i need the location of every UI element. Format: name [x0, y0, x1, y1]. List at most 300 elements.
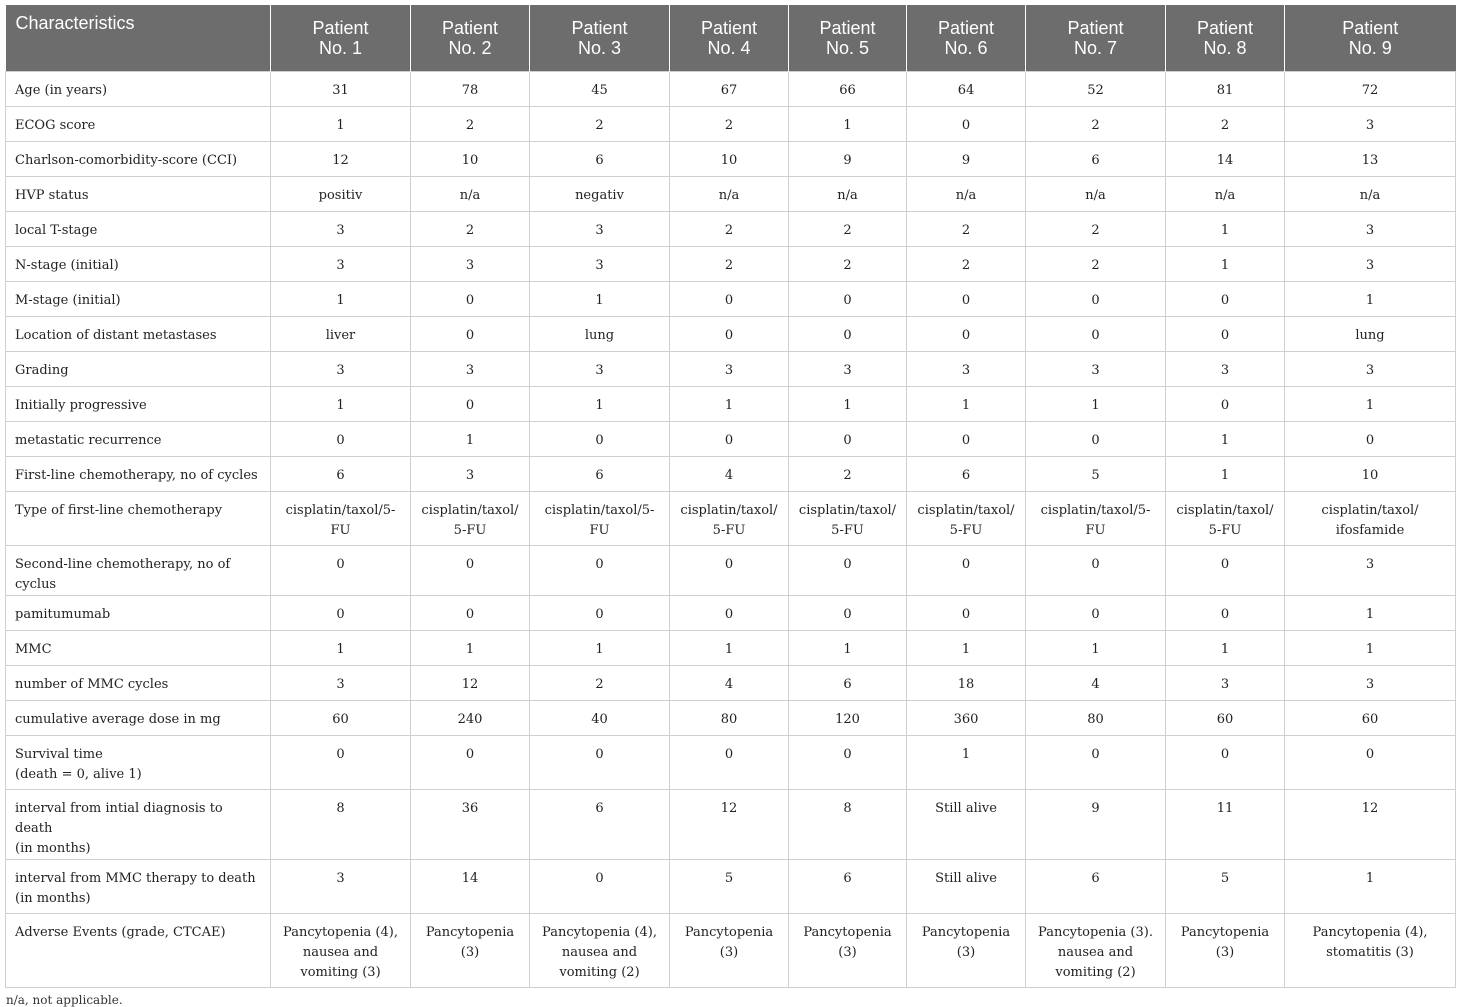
table-cell-patient-6 — [907, 212, 1026, 247]
table-cell-patient-9 — [1285, 422, 1456, 457]
table-cell-patient-8 — [1166, 914, 1285, 988]
row-label-line: (death = 0, alive 1) — [15, 767, 142, 782]
table-cell-patient-3 — [530, 736, 670, 790]
table-cell-patient-5 — [789, 631, 907, 666]
table-cell-patient-2 — [411, 631, 530, 666]
table-cell-patient-8 — [1166, 492, 1285, 546]
cell-line: 5-FU — [831, 523, 864, 538]
cell-line: lung — [584, 328, 615, 343]
cell-line: 1 — [843, 398, 852, 413]
cell-line: n/a — [718, 188, 740, 203]
table-cell-patient-5 — [789, 352, 907, 387]
table-cell-patient-2 — [411, 107, 530, 142]
header-patient-line: No. 1 — [318, 38, 363, 58]
cell-line: 3 — [595, 223, 604, 238]
cell-line: 0 — [961, 118, 971, 133]
cell-line: 1 — [465, 642, 475, 657]
header-patient-5 — [789, 5, 907, 72]
table-cell-patient-5 — [789, 72, 907, 107]
row-label — [6, 422, 271, 457]
cell-line: 1 — [961, 642, 971, 657]
cell-line: 1 — [1091, 642, 1100, 657]
cell-line: Pancytopenia (4), — [542, 925, 657, 940]
cell-line: 2 — [1091, 118, 1100, 133]
table-cell-patient-2 — [411, 546, 530, 596]
row-label-line: interval from intial diagnosis to death — [15, 801, 223, 836]
row-label — [6, 177, 271, 212]
header-patient-line: Patient — [441, 18, 499, 38]
cell-line: 18 — [957, 677, 975, 692]
table-cell-patient-7 — [1026, 666, 1166, 701]
cell-line: Pancytopenia — [684, 925, 774, 940]
cell-line: nausea and — [1057, 945, 1134, 960]
cell-line: Still alive — [935, 871, 997, 886]
table-row — [6, 212, 1456, 247]
row-label-line: Initially progressive — [15, 398, 147, 413]
table-cell-patient-1 — [271, 492, 411, 546]
table-cell-patient-7 — [1026, 212, 1166, 247]
cell-line: 3 — [1365, 258, 1375, 273]
cell-line: 6 — [961, 468, 971, 483]
row-label-line: Age (in years) — [15, 83, 108, 98]
cell-line: 45 — [591, 83, 608, 98]
table-row — [6, 107, 1456, 142]
table-cell-patient-7 — [1026, 387, 1166, 422]
table-cell-patient-3 — [530, 107, 670, 142]
cell-line: n/a — [837, 188, 858, 203]
table-cell-patient-9 — [1285, 546, 1456, 596]
row-label-line: First-line chemotherapy, no of cycles — [15, 468, 258, 483]
header-patient-7 — [1026, 5, 1166, 72]
cell-line: (3) — [460, 945, 480, 960]
cell-line: 1 — [1365, 293, 1375, 308]
cell-line: 0 — [843, 293, 852, 308]
table-cell-patient-5 — [789, 492, 907, 546]
row-label — [6, 387, 271, 422]
cell-line: Still alive — [935, 801, 997, 816]
cell-line: 0 — [843, 433, 852, 448]
table-cell-patient-1 — [271, 596, 411, 631]
table-cell-patient-8 — [1166, 666, 1285, 701]
cell-line: vomiting (2) — [1055, 965, 1136, 980]
table-cell-patient-5 — [789, 666, 907, 701]
cell-line: 9 — [961, 153, 971, 168]
table-cell-patient-5 — [789, 282, 907, 317]
table-cell-patient-9 — [1285, 860, 1456, 914]
table-cell-patient-3 — [530, 492, 670, 546]
header-patient-line: No. 5 — [825, 38, 870, 58]
table-cell-patient-6 — [907, 387, 1026, 422]
table-cell-patient-2 — [411, 317, 530, 352]
row-label-line: Adverse Events (grade, CTCAE) — [15, 925, 226, 940]
cell-line: 3 — [961, 363, 971, 378]
table-cell-patient-6 — [907, 177, 1026, 212]
table-cell-patient-1 — [271, 387, 411, 422]
table-cell-patient-7 — [1026, 736, 1166, 790]
table-cell-patient-2 — [411, 177, 530, 212]
cell-line: 0 — [1220, 293, 1230, 308]
row-label — [6, 212, 271, 247]
table-cell-patient-7 — [1026, 790, 1166, 860]
cell-line: 0 — [724, 328, 734, 343]
cell-line: 5-FU — [712, 523, 746, 538]
cell-line: 3 — [1365, 363, 1375, 378]
table-cell-patient-1 — [271, 546, 411, 596]
table-cell-patient-4 — [670, 457, 789, 492]
table-cell-patient-7 — [1026, 352, 1166, 387]
table-cell-patient-2 — [411, 247, 530, 282]
table-row — [6, 282, 1456, 317]
table-cell-patient-2 — [411, 387, 530, 422]
table-cell-patient-4 — [670, 596, 789, 631]
table-cell-patient-8 — [1166, 72, 1285, 107]
cell-line: 0 — [595, 871, 604, 886]
header-patient-1 — [271, 5, 411, 72]
table-cell-patient-1 — [271, 457, 411, 492]
row-label-line: Type of first-line chemotherapy — [15, 503, 223, 518]
cell-line: 0 — [465, 293, 475, 308]
cell-line: 3 — [336, 258, 345, 273]
table-row — [6, 701, 1456, 736]
header-row — [6, 5, 1456, 72]
table-cell-patient-8 — [1166, 107, 1285, 142]
cell-line: 0 — [724, 293, 734, 308]
table-cell-patient-9 — [1285, 492, 1456, 546]
cell-line: 0 — [843, 607, 852, 622]
table-cell-patient-9 — [1285, 352, 1456, 387]
table-cell-patient-5 — [789, 142, 907, 177]
cell-line: 2 — [595, 118, 604, 133]
cell-line: cisplatin/taxol/5-FU — [544, 503, 655, 538]
cell-line: 360 — [953, 712, 979, 727]
cell-line: 0 — [595, 747, 604, 762]
cell-line: 1 — [724, 642, 734, 657]
cell-line: 12 — [1361, 801, 1379, 816]
cell-line: 0 — [961, 433, 971, 448]
cell-line: 1 — [843, 642, 852, 657]
table-cell-patient-7 — [1026, 107, 1166, 142]
cell-line: 5 — [724, 871, 734, 886]
row-label — [6, 457, 271, 492]
table-cell-patient-5 — [789, 387, 907, 422]
cell-line: 0 — [961, 607, 971, 622]
cell-line: 6 — [336, 468, 345, 483]
header-patient-4 — [670, 5, 789, 72]
row-label-line: MMC — [15, 642, 52, 657]
cell-line: 0 — [1091, 433, 1100, 448]
table-cell-patient-7 — [1026, 546, 1166, 596]
table-cell-patient-3 — [530, 212, 670, 247]
table-cell-patient-4 — [670, 546, 789, 596]
row-label-line: Survival time — [15, 747, 103, 762]
table-cell-patient-8 — [1166, 596, 1285, 631]
table-cell-patient-3 — [530, 546, 670, 596]
table-cell-patient-3 — [530, 177, 670, 212]
cell-line: cisplatin/taxol/ — [1321, 503, 1419, 518]
table-cell-patient-9 — [1285, 282, 1456, 317]
cell-line: 1 — [1220, 468, 1230, 483]
table-cell-patient-9 — [1285, 666, 1456, 701]
cell-line: 1 — [961, 747, 971, 762]
table-cell-patient-6 — [907, 422, 1026, 457]
table-cell-patient-2 — [411, 701, 530, 736]
table-cell-patient-1 — [271, 790, 411, 860]
cell-line: 8 — [843, 801, 852, 816]
cell-line: 0 — [465, 328, 475, 343]
table-cell-patient-7 — [1026, 860, 1166, 914]
table-cell-patient-9 — [1285, 317, 1456, 352]
cell-line: lung — [1355, 328, 1385, 343]
cell-line: cisplatin/taxol/5-FU — [1040, 503, 1151, 538]
row-label-line: interval from MMC therapy to death — [15, 871, 256, 886]
cell-line: 0 — [1365, 433, 1375, 448]
cell-line: 1 — [843, 118, 852, 133]
table-cell-patient-7 — [1026, 282, 1166, 317]
cell-line: 0 — [1091, 557, 1100, 572]
cell-line: 80 — [1087, 712, 1104, 727]
table-cell-patient-6 — [907, 736, 1026, 790]
cell-line: 3 — [336, 223, 345, 238]
table-cell-patient-4 — [670, 72, 789, 107]
table-cell-patient-9 — [1285, 142, 1456, 177]
cell-line: 1 — [595, 293, 604, 308]
cell-line: 2 — [843, 468, 852, 483]
row-label — [6, 352, 271, 387]
cell-line: 240 — [457, 712, 483, 727]
cell-line: 0 — [336, 747, 345, 762]
cell-line: 3 — [336, 871, 345, 886]
cell-line: 72 — [1361, 83, 1379, 98]
table-cell-patient-2 — [411, 790, 530, 860]
header-patient-line: Patient — [1067, 18, 1124, 38]
cell-line: n/a — [1085, 188, 1106, 203]
cell-line: n/a — [1359, 188, 1381, 203]
row-label — [6, 142, 271, 177]
row-label-line: Grading — [15, 363, 69, 378]
cell-line: 12 — [332, 153, 349, 168]
table-row — [6, 914, 1456, 988]
cell-line: 60 — [332, 712, 349, 727]
cell-line: 2 — [843, 223, 852, 238]
table-cell-patient-5 — [789, 860, 907, 914]
cell-line: 6 — [595, 153, 604, 168]
cell-line: 1 — [1365, 398, 1375, 413]
cell-line: 120 — [835, 712, 860, 727]
cell-line: 1 — [1220, 223, 1230, 238]
row-label — [6, 72, 271, 107]
table-cell-patient-8 — [1166, 701, 1285, 736]
cell-line: 0 — [1091, 328, 1100, 343]
table-cell-patient-6 — [907, 457, 1026, 492]
table-cell-patient-6 — [907, 352, 1026, 387]
table-cell-patient-9 — [1285, 177, 1456, 212]
table-cell-patient-3 — [530, 247, 670, 282]
cell-line: 6 — [595, 801, 604, 816]
cell-line: (3) — [838, 945, 857, 960]
table-cell-patient-9 — [1285, 790, 1456, 860]
table-cell-patient-9 — [1285, 596, 1456, 631]
table-cell-patient-2 — [411, 736, 530, 790]
table-cell-patient-3 — [530, 860, 670, 914]
header-patient-3 — [530, 5, 670, 72]
table-row — [6, 666, 1456, 701]
table-cell-patient-8 — [1166, 177, 1285, 212]
table-row — [6, 596, 1456, 631]
table-cell-patient-9 — [1285, 457, 1456, 492]
table-cell-patient-4 — [670, 352, 789, 387]
table-cell-patient-6 — [907, 72, 1026, 107]
table-cell-patient-9 — [1285, 914, 1456, 988]
cell-line: Pancytopenia (4), — [1312, 925, 1428, 940]
cell-line: 3 — [336, 677, 345, 692]
cell-line: 3 — [465, 363, 475, 378]
header-patient-9 — [1285, 5, 1456, 72]
table-row — [6, 247, 1456, 282]
cell-line: 3 — [724, 363, 734, 378]
table-cell-patient-6 — [907, 666, 1026, 701]
cell-line: 0 — [336, 557, 345, 572]
cell-line: 0 — [1220, 747, 1230, 762]
table-cell-patient-6 — [907, 317, 1026, 352]
header-characteristics: Characteristics — [6, 5, 271, 72]
cell-line: (3) — [719, 945, 739, 960]
cell-line: Pancytopenia (3). — [1038, 925, 1153, 940]
table-row — [6, 422, 1456, 457]
table-cell-patient-5 — [789, 422, 907, 457]
header-patient-6 — [907, 5, 1026, 72]
table-cell-patient-1 — [271, 736, 411, 790]
cell-line: 2 — [465, 118, 475, 133]
row-label — [6, 107, 271, 142]
row-label-line: M-stage (initial) — [15, 293, 121, 308]
row-label-line: (in months) — [15, 891, 91, 906]
cell-line: 0 — [1220, 557, 1230, 572]
cell-line: 4 — [724, 677, 734, 692]
cell-line: 78 — [461, 83, 479, 98]
row-label — [6, 790, 271, 860]
table-cell-patient-2 — [411, 596, 530, 631]
cell-line: 2 — [465, 223, 475, 238]
table-cell-patient-4 — [670, 247, 789, 282]
cell-line: 1 — [336, 118, 345, 133]
table-row — [6, 546, 1456, 596]
cell-line: 1 — [595, 642, 604, 657]
table-cell-patient-8 — [1166, 212, 1285, 247]
cell-line: 0 — [1365, 747, 1375, 762]
table-cell-patient-9 — [1285, 631, 1456, 666]
table-cell-patient-6 — [907, 596, 1026, 631]
cell-line: 12 — [720, 801, 738, 816]
cell-line: 9 — [1091, 801, 1100, 816]
table-cell-patient-4 — [670, 790, 789, 860]
cell-line: negativ — [575, 188, 624, 203]
cell-line: 0 — [724, 747, 734, 762]
table-row — [6, 860, 1456, 914]
table-cell-patient-3 — [530, 790, 670, 860]
table-cell-patient-1 — [271, 282, 411, 317]
cell-line: 81 — [1216, 83, 1234, 98]
row-label — [6, 701, 271, 736]
table-cell-patient-2 — [411, 666, 530, 701]
row-label-line: Location of distant metastases — [15, 328, 217, 343]
table-cell-patient-9 — [1285, 107, 1456, 142]
cell-line: 60 — [1361, 712, 1379, 727]
row-label-line: metastatic recurrence — [15, 433, 162, 448]
row-label-line: N-stage (initial) — [15, 258, 119, 273]
table-cell-patient-6 — [907, 701, 1026, 736]
cell-line: 3 — [595, 258, 604, 273]
table-cell-patient-2 — [411, 142, 530, 177]
cell-line: 3 — [1091, 363, 1100, 378]
header-patient-line: Patient — [700, 18, 758, 38]
table-row — [6, 177, 1456, 212]
cell-line: 6 — [1091, 871, 1100, 886]
table-cell-patient-1 — [271, 914, 411, 988]
cell-line: 0 — [724, 607, 734, 622]
table-row — [6, 492, 1456, 546]
table-cell-patient-5 — [789, 317, 907, 352]
row-label — [6, 596, 271, 631]
table-cell-patient-8 — [1166, 317, 1285, 352]
cell-line: 1 — [1365, 642, 1375, 657]
table-row — [6, 736, 1456, 790]
cell-line: 67 — [720, 83, 738, 98]
table-row — [6, 457, 1456, 492]
row-label — [6, 492, 271, 546]
table-cell-patient-7 — [1026, 317, 1166, 352]
row-label — [6, 914, 271, 988]
cell-line: 3 — [1365, 677, 1375, 692]
cell-line: 0 — [1091, 293, 1100, 308]
cell-line: 0 — [465, 398, 475, 413]
table-cell-patient-7 — [1026, 631, 1166, 666]
table-cell-patient-4 — [670, 736, 789, 790]
header-patient-line: No. 2 — [448, 38, 492, 58]
table-cell-patient-4 — [670, 212, 789, 247]
table-cell-patient-1 — [271, 212, 411, 247]
table-cell-patient-3 — [530, 701, 670, 736]
table-cell-patient-3 — [530, 317, 670, 352]
table-cell-patient-5 — [789, 546, 907, 596]
table-cell-patient-6 — [907, 492, 1026, 546]
cell-line: 3 — [1365, 223, 1375, 238]
row-label — [6, 631, 271, 666]
table-row — [6, 317, 1456, 352]
cell-line: 0 — [1220, 398, 1230, 413]
cell-line: cisplatin/taxol/ — [917, 503, 1015, 518]
cell-line: 0 — [961, 557, 971, 572]
cell-line: cisplatin/taxol/5-FU — [285, 503, 396, 538]
cell-line: n/a — [1214, 188, 1236, 203]
cell-line: 31 — [332, 83, 349, 98]
table-cell-patient-9 — [1285, 736, 1456, 790]
table-cell-patient-9 — [1285, 72, 1456, 107]
table-cell-patient-4 — [670, 631, 789, 666]
cell-line: n/a — [459, 188, 481, 203]
cell-line: 3 — [1365, 118, 1375, 133]
table-body — [6, 72, 1456, 988]
table-cell-patient-2 — [411, 492, 530, 546]
cell-line: 3 — [465, 258, 475, 273]
table-cell-patient-6 — [907, 546, 1026, 596]
table-cell-patient-5 — [789, 914, 907, 988]
cell-line: 2 — [595, 677, 604, 692]
table-row — [6, 631, 1456, 666]
cell-line: 14 — [461, 871, 479, 886]
table-cell-patient-5 — [789, 177, 907, 212]
cell-line: cisplatin/taxol/ — [1176, 503, 1274, 518]
cell-line: 0 — [843, 747, 852, 762]
